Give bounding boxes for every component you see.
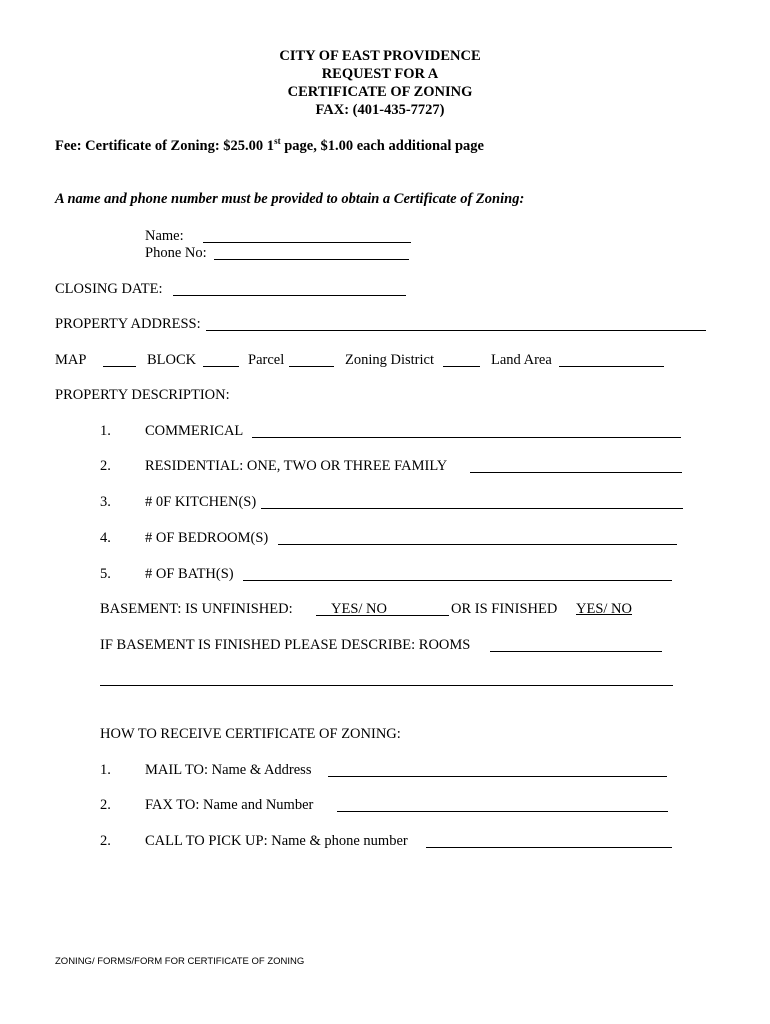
- baths-label: # OF BATH(S): [145, 566, 234, 582]
- mail-to-field[interactable]: [328, 776, 667, 777]
- bedrooms-label: # OF BEDROOM(S): [145, 530, 269, 546]
- fax-to-label: FAX TO: Name and Number: [145, 797, 314, 813]
- bedrooms-field[interactable]: [278, 544, 677, 545]
- basement-description-field[interactable]: [100, 685, 673, 686]
- zoning-district-label: Zoning District: [345, 352, 435, 368]
- basement-finished-yes-no[interactable]: YES/ NO: [576, 601, 632, 617]
- block-label: BLOCK: [147, 352, 197, 368]
- item-number: 5.: [100, 566, 111, 582]
- phone-label: Phone No:: [145, 245, 207, 261]
- basement-finished-label: OR IS FINISHED: [451, 601, 558, 617]
- mail-to-label: MAIL TO: Name & Address: [145, 762, 312, 778]
- basement-rooms-field[interactable]: [490, 651, 662, 652]
- item-number: 4.: [100, 530, 111, 546]
- receive-title: HOW TO RECEIVE CERTIFICATE OF ZONING:: [100, 726, 401, 742]
- land-area-field[interactable]: [559, 366, 664, 367]
- fee-suffix: page, $1.00 each additional page: [280, 138, 484, 154]
- basement-label: BASEMENT: IS UNFINISHED:: [100, 601, 293, 617]
- block-field[interactable]: [203, 366, 239, 367]
- parcel-label: Parcel: [248, 352, 285, 368]
- header-city: CITY OF EAST PROVIDENCE: [279, 48, 481, 64]
- notice-text: A name and phone number must be provided to obtain a Certificate of Zoning:: [55, 191, 525, 207]
- residential-label: RESIDENTIAL: ONE, TWO OR THREE FAMILY: [145, 458, 448, 474]
- basement-describe-label: IF BASEMENT IS FINISHED PLEASE DESCRIBE: ROOMS: [100, 637, 471, 653]
- item-number: 2.: [100, 458, 111, 474]
- map-field[interactable]: [103, 366, 136, 367]
- item-number: 1.: [100, 762, 111, 778]
- item-number: 1.: [100, 423, 111, 439]
- call-to-pick-up-field[interactable]: [426, 847, 672, 848]
- phone-field[interactable]: [214, 259, 409, 260]
- commercial-label: COMMERICAL: [145, 423, 244, 439]
- residential-field[interactable]: [470, 472, 682, 473]
- fax-to-field[interactable]: [337, 811, 668, 812]
- property-description-title: PROPERTY DESCRIPTION:: [55, 387, 230, 403]
- fee-prefix: Fee: Certificate of Zoning: $25.00 1: [55, 138, 275, 154]
- name-label: Name:: [145, 228, 184, 244]
- basement-unfinished-yes-no[interactable]: YES/ NO: [331, 601, 387, 617]
- header-request: REQUEST FOR A: [321, 66, 439, 82]
- header-fax: FAX: (401-435-7727): [315, 102, 445, 118]
- fee-sup: st: [274, 136, 281, 147]
- parcel-field[interactable]: [289, 366, 334, 367]
- closing-date-label: CLOSING DATE:: [55, 281, 163, 297]
- commercial-field[interactable]: [252, 437, 681, 438]
- item-number: 3.: [100, 494, 111, 510]
- baths-field[interactable]: [243, 580, 672, 581]
- item-number: 2.: [100, 797, 111, 813]
- footer-text: ZONING/ FORMS/FORM FOR CERTIFICATE OF ZONING: [55, 956, 305, 967]
- land-area-label: Land Area: [491, 352, 552, 368]
- property-address-label: PROPERTY ADDRESS:: [55, 316, 201, 332]
- property-address-field[interactable]: [206, 330, 706, 331]
- kitchens-field[interactable]: [261, 508, 683, 509]
- closing-date-field[interactable]: [173, 295, 406, 296]
- kitchens-label: # 0F KITCHEN(S): [145, 494, 257, 510]
- item-number: 2.: [100, 833, 111, 849]
- call-to-pick-up-label: CALL TO PICK UP: Name & phone number: [145, 833, 408, 849]
- map-label: MAP: [55, 352, 87, 368]
- header-certificate: CERTIFICATE OF ZONING: [287, 84, 473, 100]
- fee-line: [55, 138, 484, 155]
- name-field[interactable]: [203, 242, 411, 243]
- zoning-district-field[interactable]: [443, 366, 480, 367]
